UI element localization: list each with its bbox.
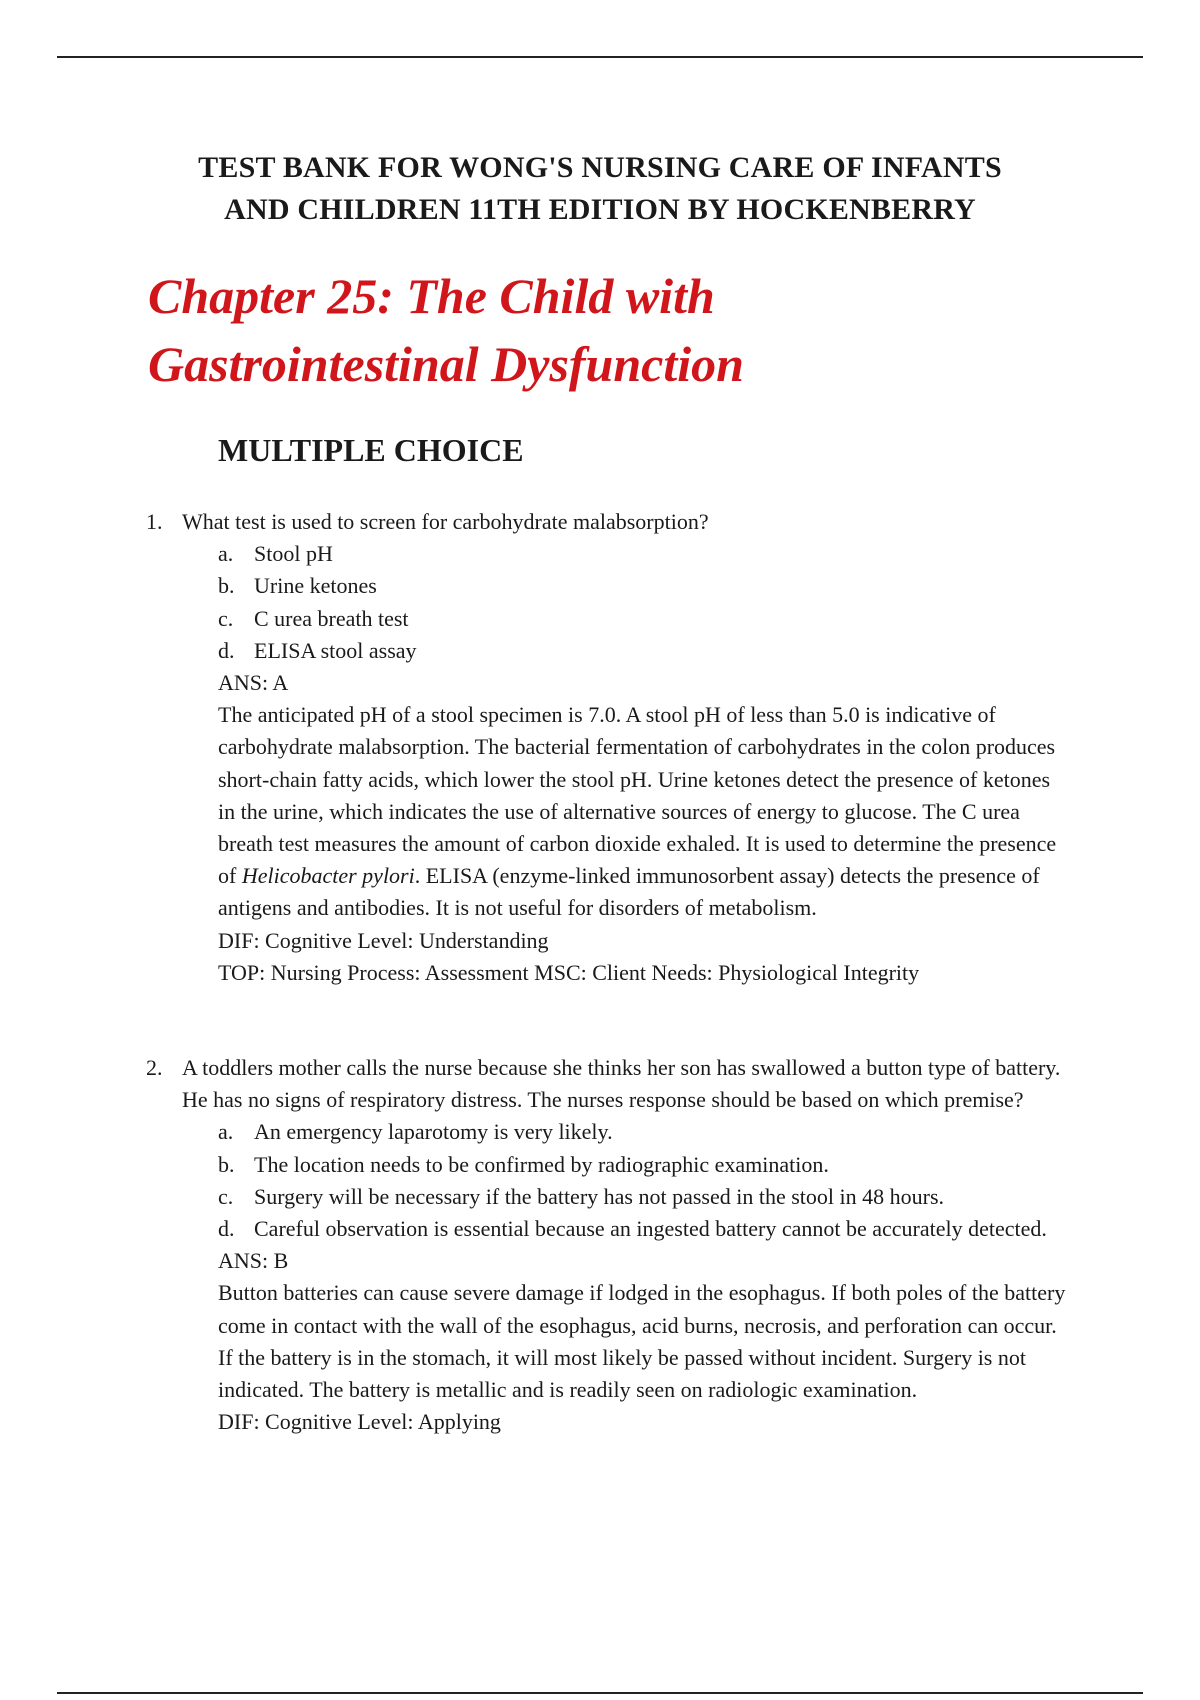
option-c: [218, 1181, 1058, 1213]
difficulty-level: DIF: Cognitive Level: Applying: [218, 1409, 501, 1435]
top-rule: [57, 56, 1143, 58]
answer-key: ANS: A: [218, 670, 289, 696]
chapter-title-line-1: Chapter 25: The Child with: [148, 268, 715, 324]
rationale-text-end: . ELISA (enzyme-linked immunosorbent assay) detects the presence of antigens and antibodies. It is not useful for disorders of metabolism.: [218, 863, 1040, 921]
option-letter: b.: [218, 1151, 235, 1177]
option-letter: b.: [218, 573, 235, 599]
option-letter: a.: [218, 541, 234, 567]
section-heading: MULTIPLE CHOICE: [218, 432, 524, 468]
question-stem: What test is used to screen for carbohydrate malabsorption?: [182, 509, 709, 534]
option-text: Urine ketones: [254, 573, 377, 599]
rationale-text-start: The anticipated pH of a stool specimen is 7.0. A stool pH of less than 5.0 is indicative of carbohydrate malabsorption. The bacterial fermentation of carbohydrates in the colon produces short-chain fatty acids, which lower the stool pH. Urine ketones detect the presence of ketones in the urine, which indicates the use of alternative sources of energy to glucose. The C urea breath test measures the amount of carbon dioxide exhaled. It is used to determine the presence of: [218, 702, 1057, 889]
bottom-rule: [57, 1692, 1143, 1694]
option-b: [218, 570, 1058, 602]
rationale: [218, 699, 1068, 924]
option-d: [218, 1213, 1058, 1245]
question-number: 1.: [146, 509, 163, 534]
question-stem: A toddlers mother calls the nurse because she thinks her son has swallowed a button type of battery. He has no signs of respiratory distress. The nurses response should be based on which premise?: [182, 1055, 1061, 1113]
rationale-organism-name: Helicobacter pylori: [241, 863, 415, 889]
option-letter: c.: [218, 1183, 234, 1209]
option-b: [218, 1149, 1058, 1181]
question-number: 2.: [146, 1055, 163, 1080]
option-text: Stool pH: [254, 541, 333, 567]
rationale: Button batteries can cause severe damage if lodged in the esophagus. If both poles of the battery come in contact with the wall of the esophagus, acid burns, necrosis, and perforation can occur. If the battery is in the stomach, it will most likely be passed without incident. Surgery is not indicated. The battery is metallic and is readily seen on radiologic examination.: [218, 1280, 1066, 1403]
option-text: ELISA stool assay: [254, 637, 417, 663]
option-a: [218, 538, 1058, 570]
title-line-2: AND CHILDREN 11TH EDITION BY HOCKENBERRY: [224, 193, 976, 226]
title-line-1: TEST BANK FOR WONG'S NURSING CARE OF INFANTS: [198, 151, 1002, 184]
option-letter: c.: [218, 605, 234, 631]
option-text: The location needs to be confirmed by radiographic examination.: [254, 1151, 829, 1177]
question-1: [0, 506, 1200, 989]
answer-key: ANS: B: [218, 1248, 289, 1274]
topic-line: TOP: Nursing Process: Assessment MSC: Client Needs: Physiological Integrity: [218, 959, 920, 985]
chapter-title-line-2: Gastrointestinal Dysfunction: [148, 336, 744, 392]
option-text: C urea breath test: [254, 605, 409, 631]
option-letter: d.: [218, 1216, 235, 1242]
chapter-title: [148, 262, 1048, 398]
option-text: Surgery will be necessary if the battery has not passed in the stool in 48 hours.: [254, 1183, 945, 1209]
option-text: An emergency laparotomy is very likely.: [254, 1119, 613, 1145]
option-letter: a.: [218, 1119, 234, 1145]
option-c: [218, 603, 1058, 635]
option-d: [218, 635, 1058, 667]
option-a: [218, 1116, 1058, 1148]
option-text: Careful observation is essential because an ingested battery cannot be accurately detected.: [254, 1216, 1047, 1242]
document-title: [100, 147, 1100, 231]
difficulty-level: DIF: Cognitive Level: Understanding: [218, 927, 549, 953]
option-letter: d.: [218, 637, 235, 663]
question-2: [0, 1052, 1200, 1438]
